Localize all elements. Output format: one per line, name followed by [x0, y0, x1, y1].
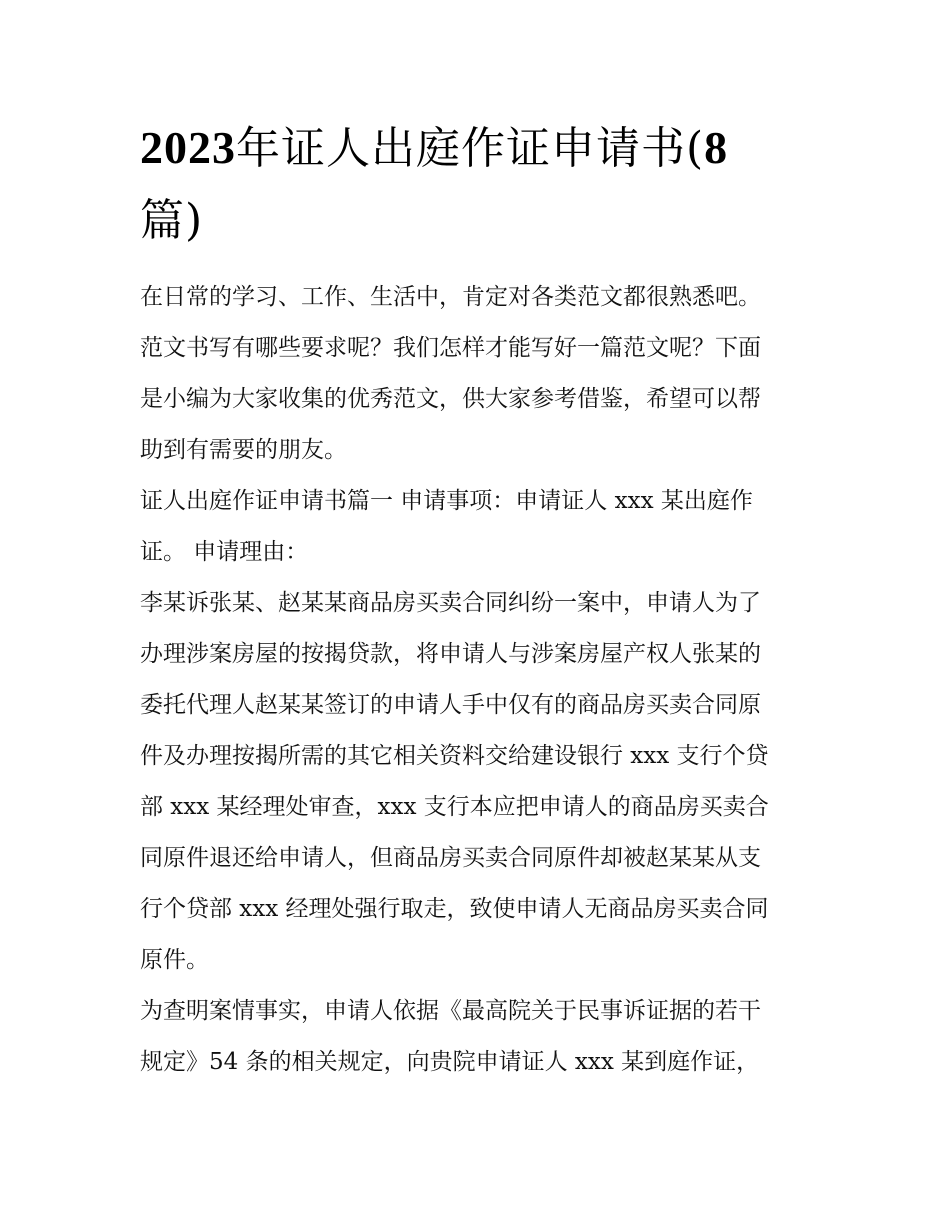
paragraph-legal-basis [140, 986, 830, 1088]
text-line: 证。 申请理由： [140, 539, 309, 565]
text-line: 是小编为大家收集的优秀范文，供大家参考借鉴，希望可以帮 [140, 386, 761, 412]
text-line: 在日常的学习、工作、生活中，肯定对各类范文都很熟悉吧。 [140, 284, 761, 310]
paragraph-application-items [140, 476, 830, 578]
text-line: 为查明案情事实，申请人依据《最高院关于民事诉证据的若干 [140, 998, 761, 1024]
document-title [140, 112, 830, 257]
text-line: 原件。 [140, 947, 209, 973]
text-line: 助到有需要的朋友。 [140, 437, 347, 463]
title-text: 年证人出庭作证申请书( [236, 123, 705, 174]
text-line: 部 xxx 某经理处审查，xxx 支行本应把申请人的商品房买卖合 [140, 794, 769, 820]
text-line: 李某诉张某、赵某某商品房买卖合同纠纷一案中，申请人为了 [140, 590, 761, 616]
text-line: 行个贷部 xxx 经理处强行取走，致使申请人无商品房买卖合同 [140, 896, 769, 922]
text-line: 办理涉案房屋的按揭贷款，将申请人与涉案房屋产权人张某的 [140, 641, 761, 667]
paragraph-case-facts [140, 578, 830, 986]
text-line: 规定》54 条的相关规定，向贵院申请证人 xxx 某到庭作证， [140, 1049, 760, 1075]
text-line: 委托代理人赵某某签订的申请人手中仅有的商品房买卖合同原 [140, 692, 761, 718]
title-year: 2023 [140, 122, 236, 173]
text-line: 证人出庭作证申请书篇一 申请事项：申请证人 xxx 某出庭作 [140, 488, 753, 514]
paragraph-intro [140, 272, 830, 476]
text-line: 同原件退还给申请人，但商品房买卖合同原件却被赵某某从支 [140, 845, 761, 871]
title-count: 8 [704, 122, 729, 173]
title-suffix: 篇) [140, 195, 204, 246]
text-line: 范文书写有哪些要求呢？我们怎样才能写好一篇范文呢？下面 [140, 335, 761, 361]
text-line: 件及办理按揭所需的其它相关资料交给建设银行 xxx 支行个贷 [140, 743, 769, 769]
document-body [140, 272, 830, 1088]
